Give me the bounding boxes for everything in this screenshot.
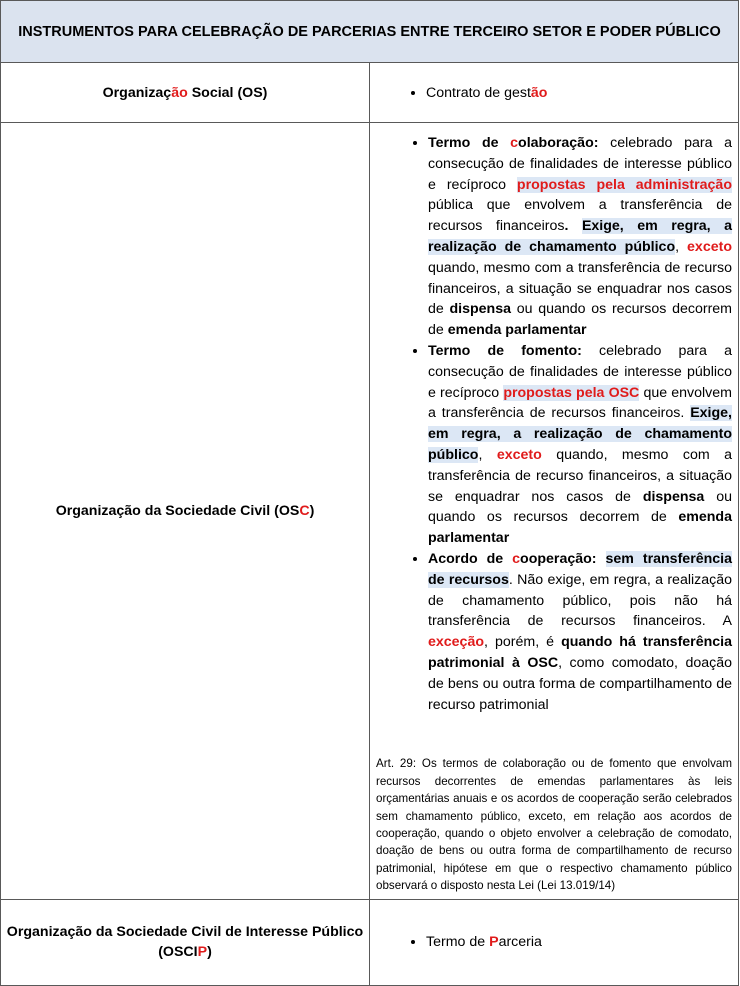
cell-os-instruments [370,63,739,123]
os-instrument-list [370,83,738,103]
tc-t4: celebrado para a consecução de finalidades de interesse público e recíproco [428,135,732,193]
label-oscip [1,899,370,985]
cell-osc-instruments [370,123,739,900]
tc-t11: exceto [687,238,732,255]
tc-t14: ou quando os recursos decorrem de [428,301,732,339]
ac-t6: . Não exige, em regra, a realização de chamamento público, pois não há transferência de recursos financeiros. A [428,571,732,630]
label-os-a: Organizaç [102,84,172,101]
list-item [426,83,738,103]
ac-t4 [597,551,606,567]
label-os [1,63,370,123]
tc-t13: dispensa [449,301,512,318]
ac-t2: c [512,550,521,567]
row-oscip [1,899,739,985]
tc-t9: Exige, em regra, a realização de chamamento público [428,218,732,255]
oscip-item-c: arceria [498,934,542,951]
tc-t1: Termo de [428,135,511,151]
tc-t12: quando, mesmo com a transferência de recurso financeiros, a situação se enquadrar nos casos de [428,259,732,318]
article-29-text: Art. 29: Os termos de colaboração ou de fomento que envolvam recursos decorrentes de emendas parlamentares às leis orçamentárias anuais e os acordos de cooperação serão celebrados sem chamamento público, exceto, em relação aos acordos de cooperação, quando o objeto envolver a celebração de comodato, doação de bens ou outra forma de compartilhamento de recurso patrimonial, hipótese em que o respectivo chamamento público observará o disposto nesta Lei (Lei 13.019/14) [376,757,732,893]
tc-t10: , [675,238,688,255]
label-os-c: Social (OS) [187,84,268,101]
table-title: INSTRUMENTOS PARA CELEBRAÇÃO DE PARCERIAS ENTRE TERCEIRO SETOR E PODER PÚBLICO [1,1,739,63]
ac-t3: ooperação: [520,550,597,567]
tf-t3: propostas pela OSC [503,384,640,401]
tc-t3: olaboração: [518,135,599,151]
tf-t2: celebrado para a consecução de finalidades de interesse público e recíproco [428,342,732,401]
tf-t6: , [478,446,483,463]
tf-t10: ou quando os recursos decorrem de [428,488,732,526]
oscip-instrument-list [370,932,738,952]
row-os [1,63,739,123]
list-item [426,932,738,952]
row-osc [1,123,739,900]
ac-t10: , como comodato, doação de bens ou outra forma de compartilhamento de recurso patrimonial [428,654,732,713]
oscip-item-a: Termo de [426,934,490,951]
tc-t2: c [510,135,519,151]
label-osc-c: ) [309,502,315,519]
label-oscip-c: ) [207,944,212,961]
cell-oscip-instruments [370,899,739,985]
tf-t8: quando, mesmo com a transferência de recurso financeiros, a situação se enquadrar nos casos de [428,446,732,505]
os-item-red: ão [530,84,548,101]
label-os-b: ão [171,84,188,101]
tc-t5: propostas pela administração [516,176,732,193]
ac-t8: , porém, é [484,634,562,651]
tf-t7: exceto [496,446,542,463]
label-osc [1,123,370,900]
tf-t11: emenda parlamentar [428,509,732,547]
osc-instrument-list [370,133,738,715]
os-item-text: Contrato de gest [426,84,531,101]
list-item-acordo-cooperacao [428,549,732,715]
tf-t5: Exige, em regra, a realização de chamamento público [428,405,732,463]
tc-t7: . [564,218,569,235]
label-osc-a: Organização da Sociedade Civil (OS [55,502,300,519]
tf-t4: que envolvem a transferência de recursos financeiros. [428,384,732,422]
list-item-termo-fomento [428,341,732,549]
ac-t9: quando há transferência patrimonial à OSC [428,634,732,671]
ac-t1: Acordo de [428,550,513,567]
tc-t15: emenda parlamentar [447,322,587,339]
label-osc-b: C [299,502,310,519]
header-row [1,1,739,63]
tf-t1: Termo de fomento: [428,342,582,359]
label-oscip-a: Organização da Sociedade Civil de Interesse Público (OSCI [6,924,364,961]
tc-t6: pública que envolvem a transferência de recursos financeiros [428,197,732,235]
list-item-termo-colaboracao [428,133,732,341]
tf-t9: dispensa [642,488,705,505]
tc-t8 [568,218,581,234]
ac-t5: sem transferência de recursos [428,550,732,588]
label-oscip-b: P [197,944,208,961]
oscip-item-red: P [489,934,499,951]
ac-t7: exceção [428,634,485,651]
